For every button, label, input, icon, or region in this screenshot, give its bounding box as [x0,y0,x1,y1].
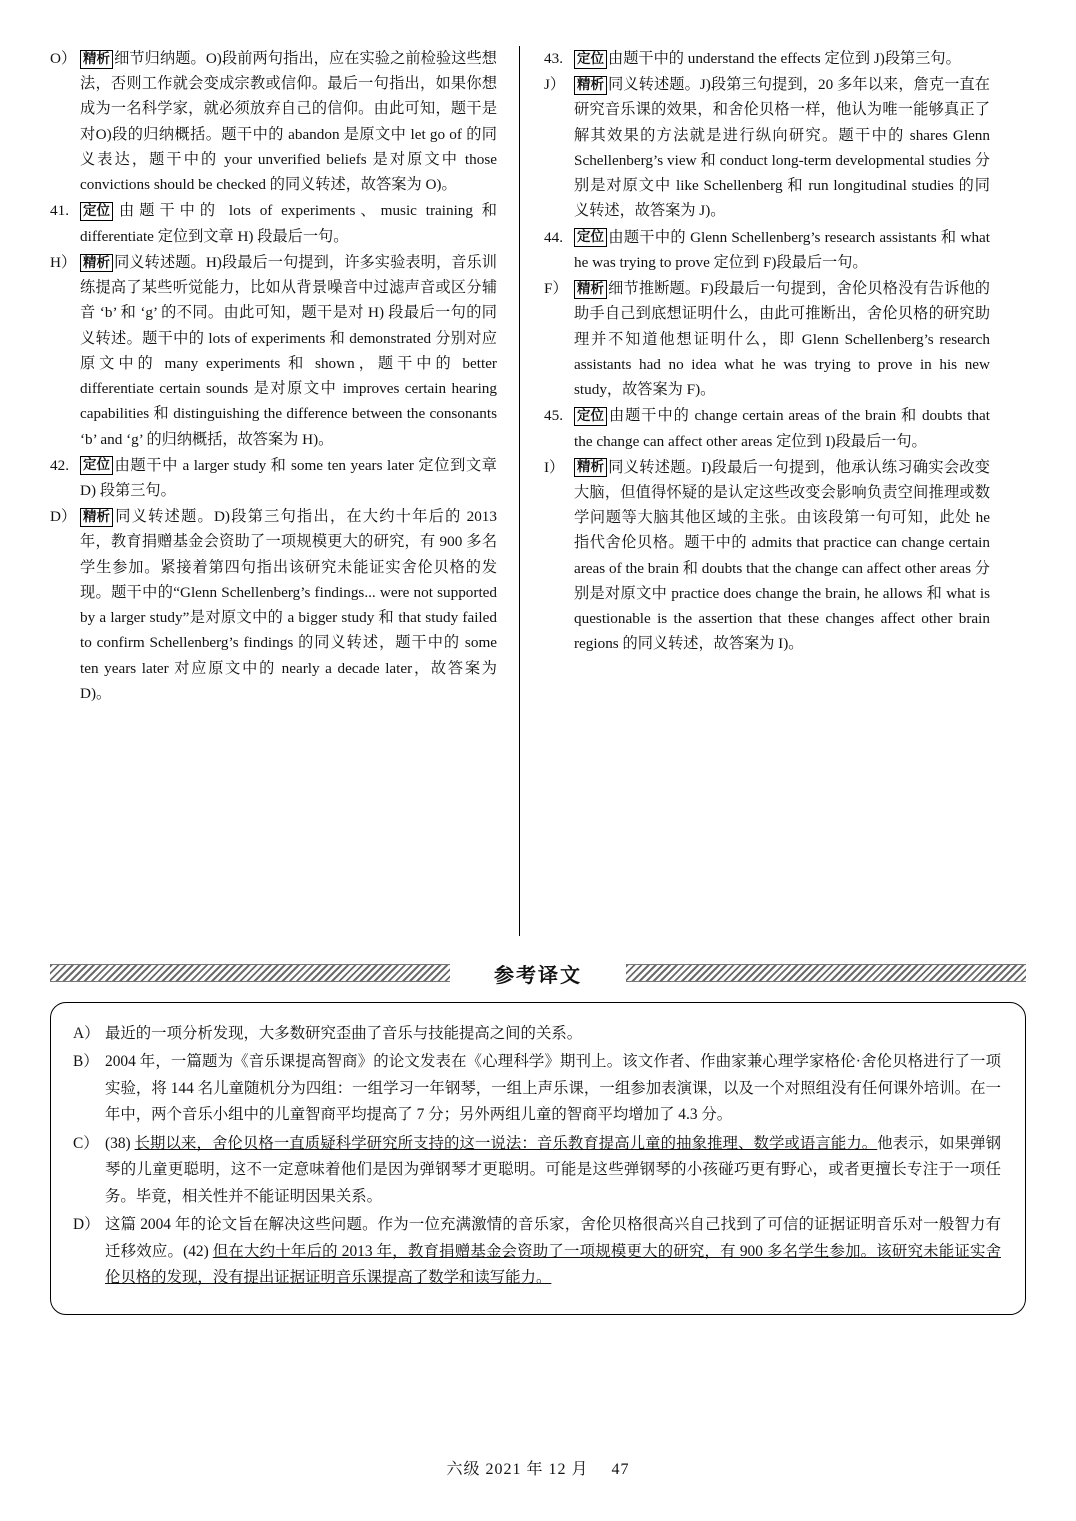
page-footer [0,1456,1076,1479]
answer-entry [544,72,990,223]
hatch-rule-left [50,964,450,982]
translation-segment-underlined: 但在大约十年后的 2013 年，教育捐赠基金会资助了一项规模更大的研究，有 900 多名学生参加。该研究未能证实舍伦贝格的发现，没有提出证据证明音乐课提高了数学和读写能力。 [105,1242,1001,1287]
translation-item [73,1212,1001,1291]
question-ref: (38) [105,1134,135,1152]
entry-body [80,504,497,706]
analysis-tag: 精析 [80,254,113,273]
entry-body [80,46,497,197]
answer-entry [50,504,497,706]
analysis-tag: 精析 [574,458,607,477]
translation-text [105,1021,1001,1047]
translation-segment: 这篇 2004 年的论文旨在解决这些问题。作为一位充满激情的音乐家，舍伦贝格很高兴自己找到了可信的证据证明音乐对一般智力有迁移效应。(42) [105,1216,1001,1260]
entry-body [574,276,990,402]
analysis-tag: 精析 [574,76,607,95]
locate-tag: 定位 [80,456,113,475]
entry-body [80,198,497,248]
answer-entry [50,46,497,197]
translation-item [73,1049,1001,1128]
entry-text: 由题干中 a larger study 和 some ten years later 定位到文章 D) 段第三句。 [80,456,497,499]
entry-text: 由题干中的 understand the effects 定位到 J)段第三句。 [608,50,961,67]
entry-body [574,72,990,223]
entry-marker: I） [544,458,565,476]
translation-marker: C） [73,1134,99,1152]
translation-marker: A） [73,1025,100,1042]
hatch-rule-right [626,964,1026,982]
entry-text: 由题干中的 change certain areas of the brain 和 doubts that the change can affect other areas 定位到 I)段最后一句。 [574,407,990,450]
analysis-tag: 精析 [80,508,113,527]
section-header [50,958,1026,988]
entry-text: 同义转述题。J)段第三句提到，20 多年以来，詹克一直在研究音乐课的效果，和舍伦贝格一样，他认为唯一能够真正了解其效果的方法就是进行纵向研究。题干中的 shares Glenn Schellenberg’s view 和 conduct long-term developmental studies 分别是对原文中 like Schellenberg 和 run longitudinal studies 的同义转述，故答案为 J)。 [574,76,990,220]
translation-item [73,1131,1001,1210]
entry-marker: 42. [50,456,69,474]
entry-marker: 44. [544,228,563,246]
section-title: 参考译文 [478,959,598,988]
entry-body [574,46,990,71]
translation-marker: B） [73,1053,99,1071]
translation-text [105,1049,1001,1128]
answer-entry [544,225,990,275]
two-column-body [50,46,1026,936]
answer-entry [50,198,497,248]
entry-body [80,250,497,452]
entry-body [574,225,990,275]
translation-segment: 他表示，如果弹钢琴的儿童更聪明，这不一定意味着他们是因为弹钢琴才更聪明。可能是这些弹钢琴的小孩碰巧更有野心，或者更擅长专注于一项任务。毕竟，相关性并不能证明因果关系。 [105,1134,1001,1205]
entry-text: 同义转述题。D)段第三句指出，在大约十年后的 2013 年，教育捐赠基金会资助了一项规模更大的研究，有 900 多名学生参加。紧接着第四句指出该研究未能证实舍伦贝格的发现。题干中的“Glenn Schellenberg’s findings... were not supported by a larger study”是对原文中的 a bigger study 和 that study failed to confirm Schellenberg’s findings 的同义转述，题干中的 some ten years later 对应原文中的 nearly a decade later，故答案为 D)。 [80,508,497,702]
translation-segment: 最近的一项分析发现，大多数研究歪曲了音乐与技能提高之间的关系。 [105,1025,583,1042]
entry-marker: 41. [50,202,69,220]
entry-text: 细节推断题。F)段最后一句提到，舍伦贝格没有告诉他的助手自己到底想证明什么，由此可推断出，舍伦贝格的研究助理并不知道他想证明什么，即 Glenn Schellenberg’s research assistants had no idea what he was trying to prove in his new study，故答案为 F)。 [574,280,990,399]
entry-text: 同义转述题。I)段最后一句提到，他承认练习确实会改变大脑，但值得怀疑的是认定这些改变会影响负责空间推理或数学问题等大脑其他区域的主张。由该段第一句可知，此处 he 指代舍伦贝格。题干中的 admits that practice can change certain areas of the brain 和 doubts that the change can affect other areas 分别是对原文中 practice does change the brain, he allows 和 what is questionable is the assertion that these changes affect other brain regions 的同义转述，故答案为 I)。 [574,458,990,653]
page-number: 47 [611,1461,630,1478]
translation-item [73,1021,1001,1047]
answer-entry [50,250,497,452]
entry-text: 同义转述题。H)段最后一句提到，许多实验表明，音乐训练提高了某些听觉能力，比如从背景噪音中过滤声音或区分辅音 ‘b’ 和 ‘g’ 的不同。由此可知，题干是对 H) 段最后一句的同义转述。题干中的 lots of experiments 和 demonstrated 分别对应原文中的 many experiments 和 shown，题干中的 better differentiate certain sounds 是对原文中 improves certain hearing capabilities 和 distinguishing the difference between the consonants ‘b’ and ‘g’ 的归纳概括，故答案为 H)。 [80,253,497,448]
locate-tag: 定位 [80,202,113,221]
translation-text [105,1131,1001,1210]
entry-marker: 43. [544,50,563,67]
translation-segment-underlined: 长期以来，舍伦贝格一直质疑科学研究所支持的这一说法：音乐教育提高儿童的抽象推理、数学或语言能力。 [134,1134,878,1152]
entry-marker: H） [50,253,77,271]
entry-marker: D） [50,508,77,526]
entry-marker: 45. [544,407,563,425]
left-column [50,46,520,936]
translation-marker: D） [73,1216,100,1234]
entry-marker: J） [544,76,566,94]
translation-text [105,1212,1001,1291]
answer-entry [544,403,990,453]
entry-text: 细节归纳题。O)段前两句指出，应在实验之前检验这些想法，否则工作就会变成宗教或信仰。最后一句指出，如果你想成为一名科学家，就必须放弃自己的信仰。由此可知，题干是对O)段的归纳概括。题干中的 abandon 是原文中 let go of 的同义表达，题干中的 your unverified beliefs 是对原文中 those convictions should be checked 的同义转述，故答案为 O)。 [80,50,497,194]
entry-body [574,455,990,657]
entry-body [80,453,497,503]
entry-marker: F） [544,280,568,298]
entry-text: 由题干中的 Glenn Schellenberg’s research assistants 和 what he was trying to prove 定位到 F)段最后一句。 [574,228,990,271]
locate-tag: 定位 [574,228,607,247]
entry-body [574,403,990,453]
answer-entry [50,453,497,503]
translation-segment: 2004 年，一篇题为《音乐课提高智商》的论文发表在《心理科学》期刊上。该文作者、作曲家兼心理学家格伦·舍伦贝格进行了一项实验，将 144 名儿童随机分为四组：一组学习一年钢琴，一组上声乐课，一组参加表演课，以及一个对照组没有任何课外培训。在一年中，两个音乐小组中的儿童智商平均提高了 7 分；另外两组儿童的智商平均增加了 4.3 分。 [105,1053,1001,1124]
locate-tag: 定位 [574,407,607,426]
answer-entry [544,276,990,402]
right-column [520,46,990,936]
translation-box [50,1002,1026,1315]
entry-marker: O） [50,50,77,67]
answer-entry [544,455,990,657]
analysis-tag: 精析 [574,280,607,299]
analysis-tag: 精析 [80,50,113,69]
answer-entry [544,46,990,71]
locate-tag: 定位 [574,50,607,69]
footer-exam-label: 六级 2021 年 12 月 [446,1461,589,1478]
entry-text: 由题干中的 lots of experiments、music training 和 differentiate 定位到文章 H) 段最后一句。 [80,202,497,245]
